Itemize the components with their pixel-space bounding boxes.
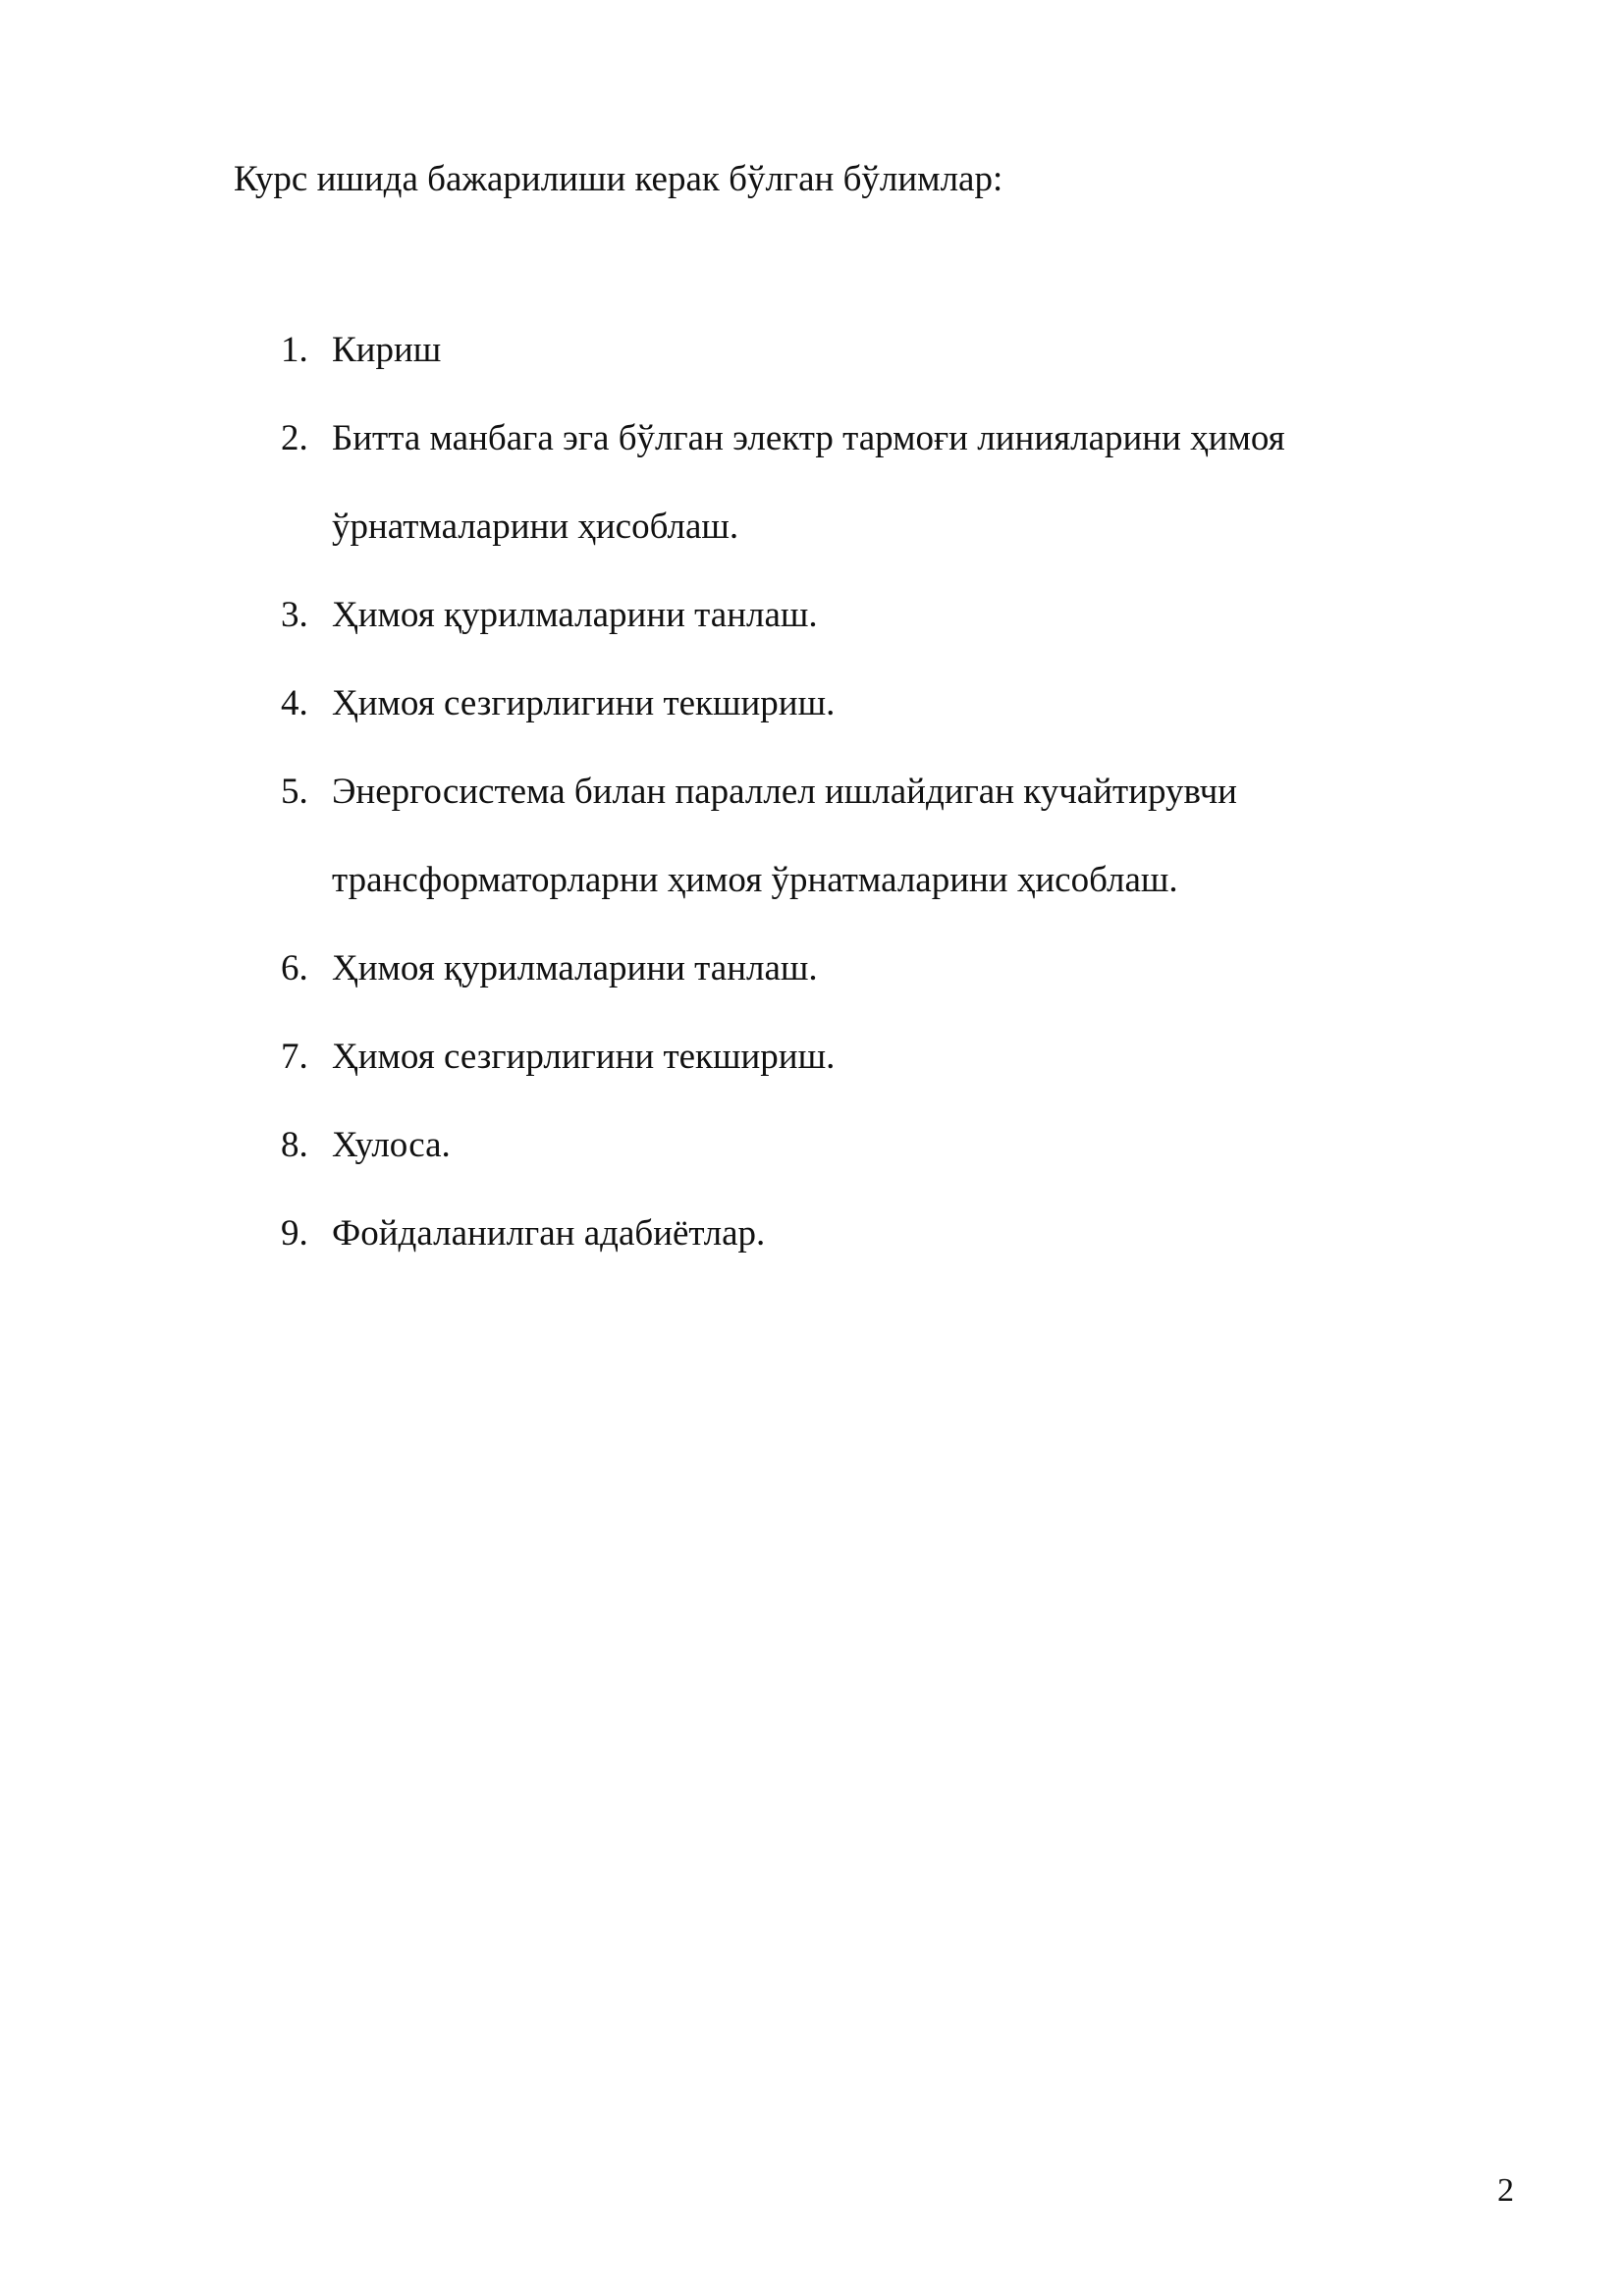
list-item [281,925,1285,1013]
item-number: 2. [281,418,308,458]
item-text: Ҳимоя сезгирлигини текшириш. [332,683,836,723]
list-item [281,306,1285,395]
item-text: Ҳимоя қурилмаларини танлаш. [332,595,818,635]
item-text: Хулоса. [332,1125,451,1165]
item-number: 1. [281,330,308,370]
section-heading: Курс ишида бажарилиши керак бўлган бўлимлар: [234,159,1003,199]
list-item [281,1190,1285,1278]
item-number: 6. [281,948,308,988]
contents-list [281,306,1285,1278]
list-item [281,571,1285,660]
item-text: Ҳимоя сезгирлигини текшириш. [332,1037,836,1077]
list-item [281,748,1285,925]
list-item [281,1101,1285,1190]
item-number: 5. [281,772,308,812]
item-number: 9. [281,1213,308,1254]
item-text: Битта манбага эга бўлган электр тармоғи линияларини ҳимоя [332,418,1285,458]
item-number: 4. [281,683,308,723]
list-item [281,660,1285,748]
list-item [281,1013,1285,1101]
item-number: 7. [281,1037,308,1077]
item-text-continuation: трансформаторларни ҳимоя ўрнатмаларини ҳисоблаш. [332,860,1178,900]
item-text: Фойдаланилган адабиётлар. [332,1213,766,1254]
item-text: Ҳимоя қурилмаларини танлаш. [332,948,818,988]
item-number: 3. [281,595,308,635]
item-text: Энергосистема билан параллел ишлайдиган кучайтирувчи [332,772,1237,812]
item-text: Кириш [332,330,442,370]
item-number: 8. [281,1125,308,1165]
list-item [281,395,1285,571]
item-text-continuation: ўрнатмаларини ҳисоблаш. [332,507,739,547]
page-number: 2 [1497,2172,1514,2209]
